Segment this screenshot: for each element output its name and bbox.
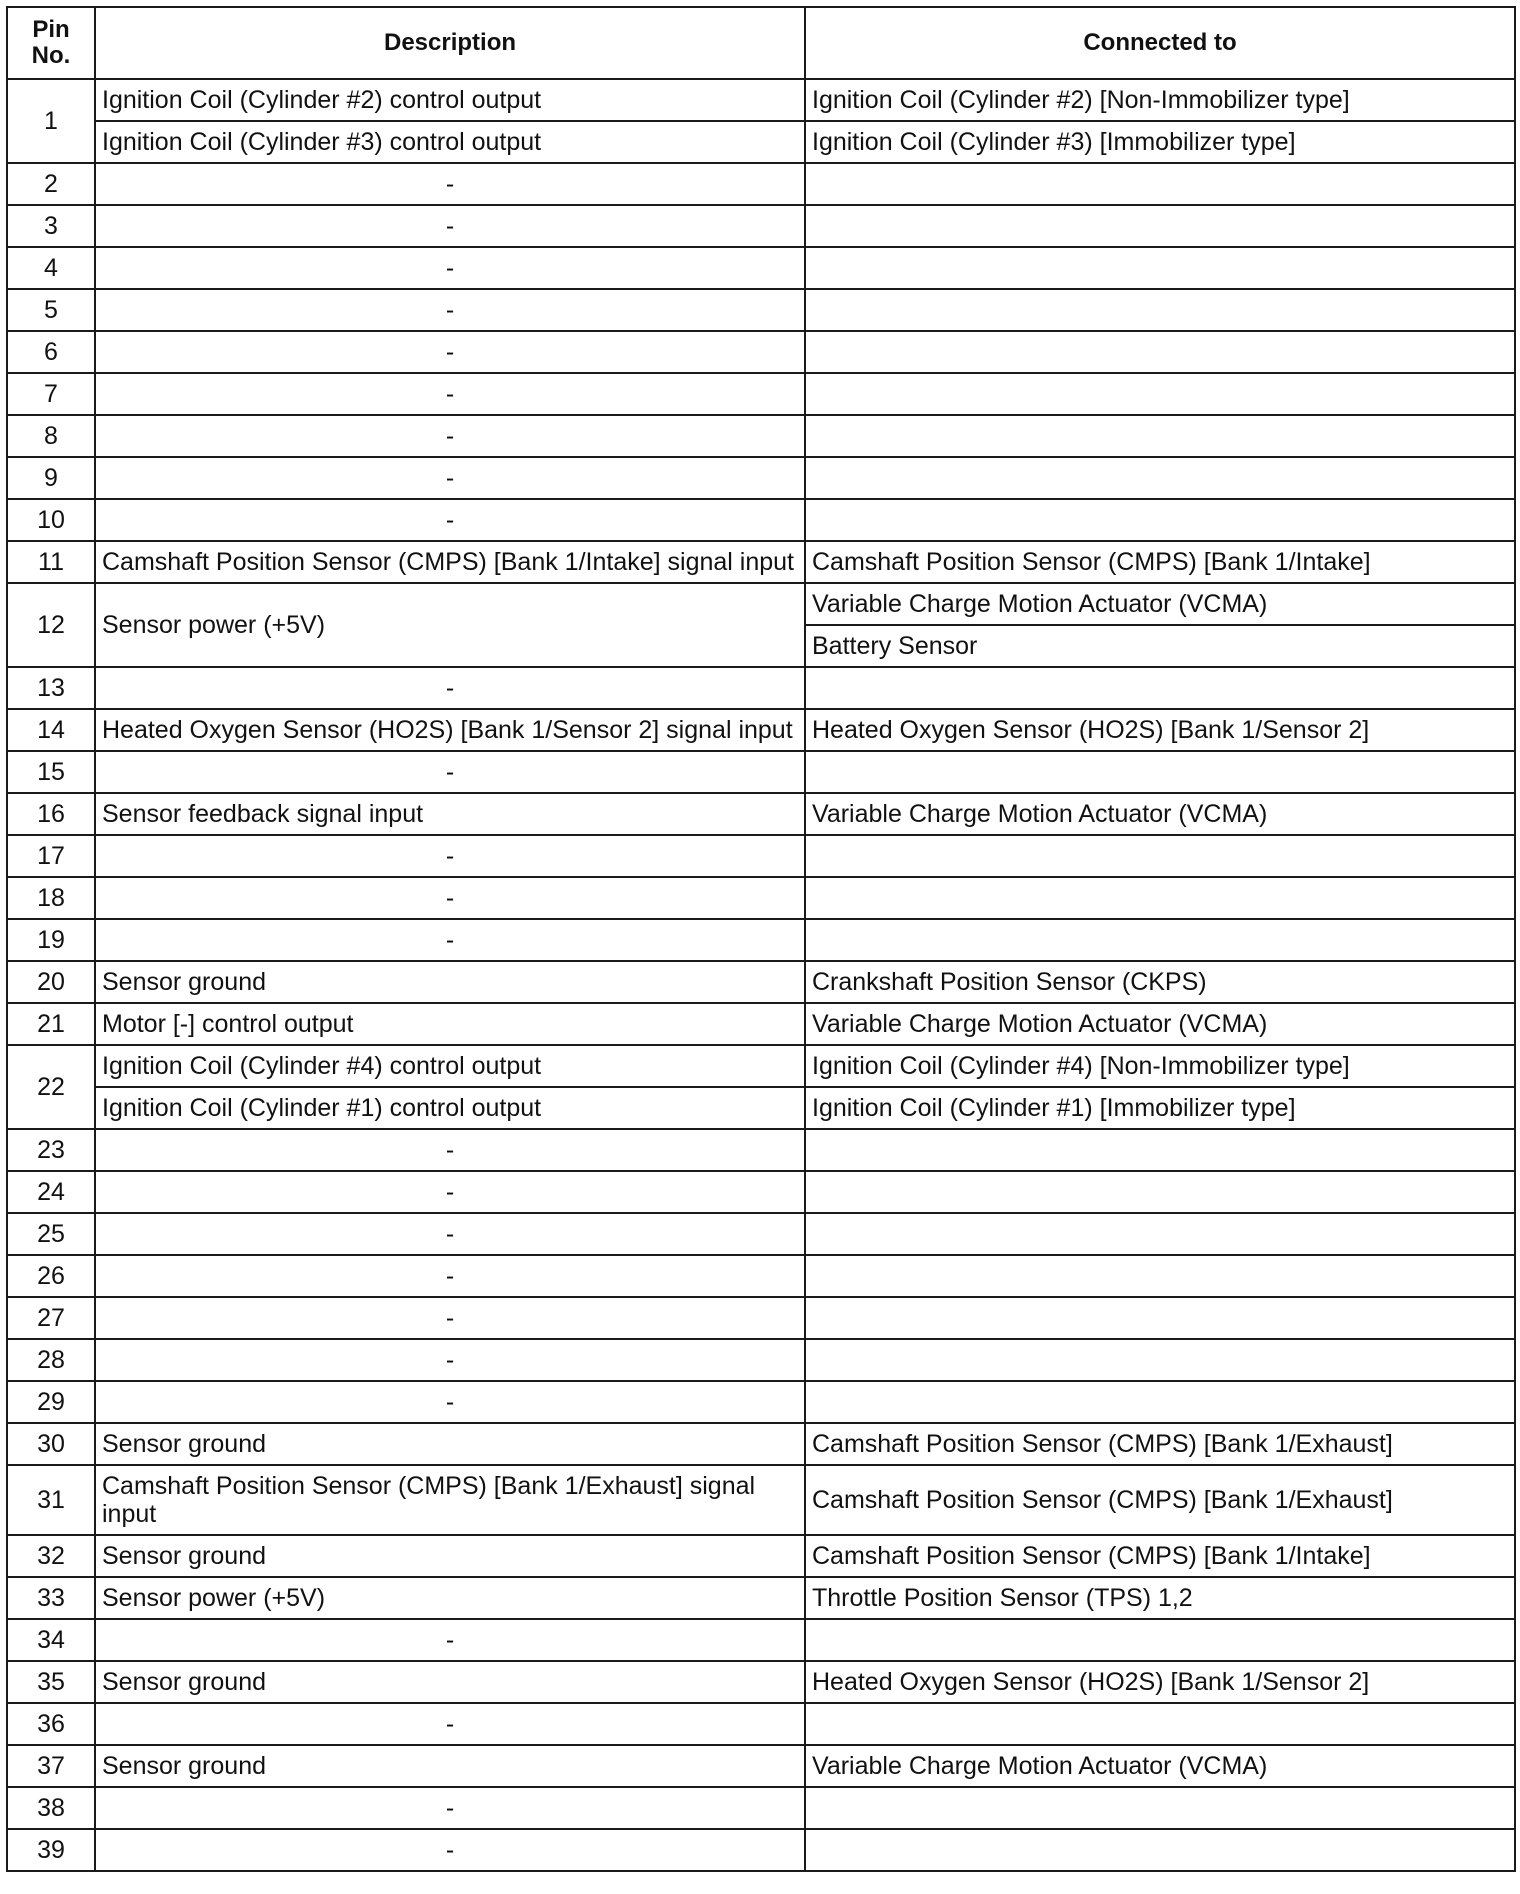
connected-to-cell: [805, 373, 1515, 415]
connected-to-cell: Variable Charge Motion Actuator (VCMA): [805, 793, 1515, 835]
connected-to-cell: [805, 1171, 1515, 1213]
connected-to-cell: Variable Charge Motion Actuator (VCMA): [805, 1745, 1515, 1787]
connected-to-cell: [805, 1381, 1515, 1423]
pin-number-cell: 33: [7, 1577, 95, 1619]
table-row: [7, 1535, 1515, 1577]
table-row: [7, 751, 1515, 793]
table-row: [7, 1829, 1515, 1871]
description-cell: Camshaft Position Sensor (CMPS) [Bank 1/Intake] signal input: [95, 541, 805, 583]
pin-number-cell: 26: [7, 1255, 95, 1297]
header-pin-line-1: Pin: [32, 16, 70, 43]
pin-number-cell: 20: [7, 961, 95, 1003]
table-row: [7, 1423, 1515, 1465]
description-cell: -: [95, 667, 805, 709]
table-row: [7, 1171, 1515, 1213]
table-row: [7, 835, 1515, 877]
pin-number-cell: 27: [7, 1297, 95, 1339]
pin-number-cell: 15: [7, 751, 95, 793]
connected-to-cell: [805, 415, 1515, 457]
connected-to-cell: [805, 1829, 1515, 1871]
pin-number-cell: 23: [7, 1129, 95, 1171]
description-cell: -: [95, 457, 805, 499]
table-row: [7, 709, 1515, 751]
pin-connection-table: [6, 6, 1516, 1872]
table-row: [7, 331, 1515, 373]
header-pin-no: [7, 7, 95, 79]
connected-to-cell: [805, 1297, 1515, 1339]
description-cell: Sensor power (+5V): [95, 1577, 805, 1619]
header-row: [7, 7, 1515, 79]
connected-to-cell: [805, 1339, 1515, 1381]
connected-to-cell: [805, 1213, 1515, 1255]
description-cell: Ignition Coil (Cylinder #1) control output: [95, 1087, 805, 1129]
connected-to-cell: Camshaft Position Sensor (CMPS) [Bank 1/Exhaust]: [805, 1423, 1515, 1465]
description-cell: -: [95, 373, 805, 415]
connected-to-cell: [805, 1129, 1515, 1171]
description-cell: -: [95, 415, 805, 457]
description-cell: -: [95, 247, 805, 289]
table-row: [7, 541, 1515, 583]
pin-number-cell: 17: [7, 835, 95, 877]
pin-number-cell: 5: [7, 289, 95, 331]
description-cell: Sensor ground: [95, 961, 805, 1003]
table-row: [7, 163, 1515, 205]
pin-number-cell: 2: [7, 163, 95, 205]
pin-number-cell: 13: [7, 667, 95, 709]
connected-to-cell: Heated Oxygen Sensor (HO2S) [Bank 1/Sensor 2]: [805, 709, 1515, 751]
description-cell: Sensor ground: [95, 1535, 805, 1577]
pin-number-cell: 35: [7, 1661, 95, 1703]
description-cell: -: [95, 1787, 805, 1829]
header-pin-line-2: No.: [31, 42, 71, 69]
pin-number-cell: 38: [7, 1787, 95, 1829]
connected-to-cell: [805, 1787, 1515, 1829]
table-row: [7, 1339, 1515, 1381]
connected-to-cell: [805, 877, 1515, 919]
table-row: [7, 1619, 1515, 1661]
table-body: [7, 79, 1515, 1871]
connected-to-cell: [805, 751, 1515, 793]
pin-number-cell: 6: [7, 331, 95, 373]
table-row: [7, 205, 1515, 247]
description-cell: Sensor ground: [95, 1661, 805, 1703]
connected-to-cell: [805, 331, 1515, 373]
table-row: [7, 919, 1515, 961]
header-connected-to: Connected to: [805, 7, 1515, 79]
pin-number-cell: 28: [7, 1339, 95, 1381]
pin-number-cell: 8: [7, 415, 95, 457]
table-row: [7, 667, 1515, 709]
connected-to-cell: Throttle Position Sensor (TPS) 1,2: [805, 1577, 1515, 1619]
pin-number-cell: 30: [7, 1423, 95, 1465]
connected-to-cell: Ignition Coil (Cylinder #4) [Non-Immobilizer type]: [805, 1045, 1515, 1087]
connected-to-cell: [805, 1619, 1515, 1661]
table-row: [7, 121, 1515, 163]
table-row: [7, 1213, 1515, 1255]
table-row: [7, 247, 1515, 289]
table-row: [7, 1577, 1515, 1619]
description-cell: Motor [-] control output: [95, 1003, 805, 1045]
pin-number-cell: 25: [7, 1213, 95, 1255]
table-row: [7, 877, 1515, 919]
pin-number-cell: 14: [7, 709, 95, 751]
pin-number-cell: 36: [7, 1703, 95, 1745]
table-row: [7, 289, 1515, 331]
table-row: [7, 1703, 1515, 1745]
pin-number-cell: 1: [7, 79, 95, 163]
pin-number-cell: 24: [7, 1171, 95, 1213]
pin-number-cell: 22: [7, 1045, 95, 1129]
description-cell: Sensor ground: [95, 1745, 805, 1787]
connected-to-cell: Variable Charge Motion Actuator (VCMA): [805, 583, 1515, 625]
pin-number-cell: 3: [7, 205, 95, 247]
table-header: [7, 7, 1515, 79]
connected-to-cell: Ignition Coil (Cylinder #2) [Non-Immobilizer type]: [805, 79, 1515, 121]
pin-number-cell: 29: [7, 1381, 95, 1423]
table-row: [7, 1661, 1515, 1703]
description-cell: -: [95, 1829, 805, 1871]
connected-to-cell: [805, 499, 1515, 541]
connected-to-cell: Ignition Coil (Cylinder #3) [Immobilizer type]: [805, 121, 1515, 163]
pin-number-cell: 34: [7, 1619, 95, 1661]
connected-to-cell: Camshaft Position Sensor (CMPS) [Bank 1/Intake]: [805, 1535, 1515, 1577]
connected-to-cell: [805, 835, 1515, 877]
connected-to-cell: Camshaft Position Sensor (CMPS) [Bank 1/Intake]: [805, 541, 1515, 583]
description-cell: -: [95, 751, 805, 793]
pin-number-cell: 18: [7, 877, 95, 919]
table-row: [7, 583, 1515, 625]
description-cell: -: [95, 877, 805, 919]
connected-to-cell: [805, 1255, 1515, 1297]
table-row: [7, 1087, 1515, 1129]
connected-to-cell: [805, 1703, 1515, 1745]
description-cell: Camshaft Position Sensor (CMPS) [Bank 1/Exhaust] signal input: [95, 1465, 805, 1535]
table-row: [7, 1003, 1515, 1045]
description-cell: -: [95, 835, 805, 877]
description-cell: -: [95, 331, 805, 373]
table-row: [7, 415, 1515, 457]
pin-number-cell: 37: [7, 1745, 95, 1787]
pin-number-cell: 16: [7, 793, 95, 835]
pin-number-cell: 4: [7, 247, 95, 289]
table-row: [7, 1129, 1515, 1171]
description-cell: -: [95, 289, 805, 331]
description-cell: -: [95, 1297, 805, 1339]
connected-to-cell: Crankshaft Position Sensor (CKPS): [805, 961, 1515, 1003]
description-cell: -: [95, 1213, 805, 1255]
description-cell: -: [95, 1171, 805, 1213]
table-row: [7, 457, 1515, 499]
pin-number-cell: 21: [7, 1003, 95, 1045]
description-cell: Sensor feedback signal input: [95, 793, 805, 835]
table-row: [7, 1381, 1515, 1423]
connected-to-cell: [805, 163, 1515, 205]
connected-to-cell: [805, 205, 1515, 247]
description-cell: Heated Oxygen Sensor (HO2S) [Bank 1/Sensor 2] signal input: [95, 709, 805, 751]
connected-to-cell: [805, 247, 1515, 289]
description-cell: -: [95, 1619, 805, 1661]
pin-number-cell: 11: [7, 541, 95, 583]
pin-number-cell: 7: [7, 373, 95, 415]
table-row: [7, 499, 1515, 541]
table-row: [7, 373, 1515, 415]
pin-number-cell: 31: [7, 1465, 95, 1535]
table-row: [7, 961, 1515, 1003]
pin-number-cell: 32: [7, 1535, 95, 1577]
description-cell: -: [95, 1381, 805, 1423]
connected-to-cell: [805, 289, 1515, 331]
pin-number-cell: 12: [7, 583, 95, 667]
connected-to-cell: Variable Charge Motion Actuator (VCMA): [805, 1003, 1515, 1045]
table-row: [7, 1787, 1515, 1829]
connected-to-cell: [805, 457, 1515, 499]
description-cell: -: [95, 163, 805, 205]
connected-to-cell: Camshaft Position Sensor (CMPS) [Bank 1/Exhaust]: [805, 1465, 1515, 1535]
connected-to-cell: Heated Oxygen Sensor (HO2S) [Bank 1/Sensor 2]: [805, 1661, 1515, 1703]
pin-number-cell: 9: [7, 457, 95, 499]
table-row: [7, 1465, 1515, 1535]
description-cell: Sensor power (+5V): [95, 583, 805, 667]
connected-to-cell: Ignition Coil (Cylinder #1) [Immobilizer type]: [805, 1087, 1515, 1129]
table-row: [7, 1745, 1515, 1787]
connected-to-cell: [805, 667, 1515, 709]
description-cell: -: [95, 499, 805, 541]
table-row: [7, 79, 1515, 121]
description-cell: -: [95, 1129, 805, 1171]
pin-number-cell: 39: [7, 1829, 95, 1871]
description-cell: -: [95, 1339, 805, 1381]
description-cell: Ignition Coil (Cylinder #3) control output: [95, 121, 805, 163]
description-cell: -: [95, 205, 805, 247]
connected-to-cell: [805, 919, 1515, 961]
table-row: [7, 1297, 1515, 1339]
description-cell: -: [95, 919, 805, 961]
pin-number-cell: 19: [7, 919, 95, 961]
pin-number-cell: 10: [7, 499, 95, 541]
table-row: [7, 793, 1515, 835]
description-cell: -: [95, 1255, 805, 1297]
description-cell: Ignition Coil (Cylinder #2) control output: [95, 79, 805, 121]
table-row: [7, 1255, 1515, 1297]
description-cell: -: [95, 1703, 805, 1745]
description-cell: Sensor ground: [95, 1423, 805, 1465]
connected-to-cell: Battery Sensor: [805, 625, 1515, 667]
header-description: Description: [95, 7, 805, 79]
description-cell: Ignition Coil (Cylinder #4) control output: [95, 1045, 805, 1087]
table-row: [7, 1045, 1515, 1087]
